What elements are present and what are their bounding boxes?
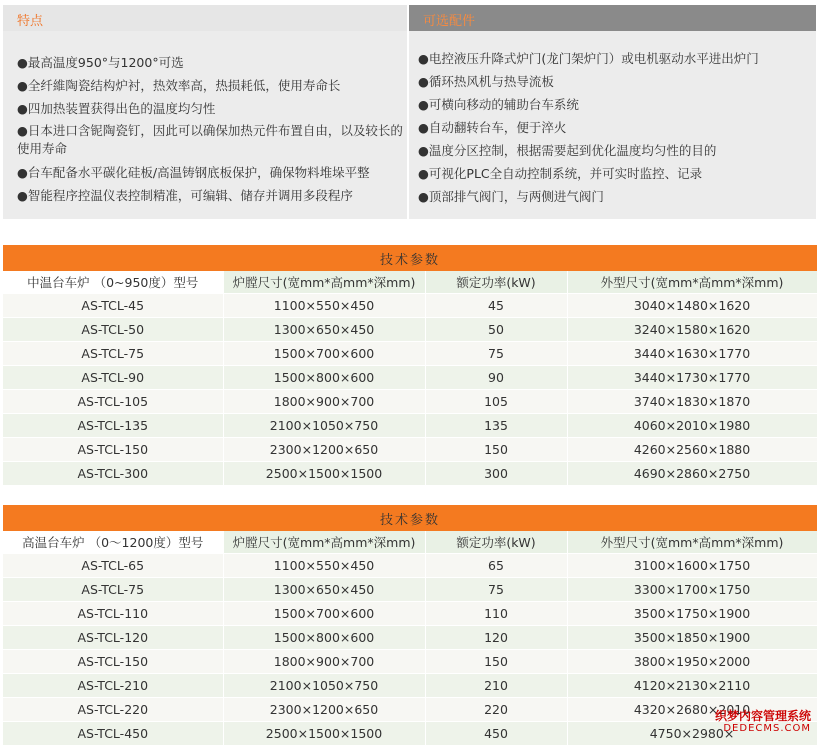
cell-chamber-size: 1500×800×600 [223,366,425,390]
option-item: ●电控液压升降式炉门(龙门架炉门）或电机驱动水平进出炉门 [418,47,808,70]
feature-panels [3,5,816,219]
feature-item: ●最高温度950°与1200°可选 [17,51,407,74]
features-list [17,51,407,207]
cell-power: 50 [425,318,567,342]
cell-outer-size: 3300×1700×1750 [567,578,817,602]
cell-model: AS-TCL-110 [3,602,223,626]
col-header-power: 额定功率(kW) [425,531,567,554]
cell-chamber-size: 2300×1200×650 [223,438,425,462]
features-header [3,5,407,31]
feature-item: ●四加热装置获得出色的温度均匀性 [17,97,407,120]
table-row [3,626,817,650]
cell-model: AS-TCL-50 [3,318,223,342]
table-title: 技术参数 [3,505,817,531]
option-item: ●顶部排气阀门，与两侧进气阀门 [418,185,808,208]
col-header-model: 高温台车炉 （0～1200度）型号 [3,531,223,554]
cell-power: 220 [425,698,567,722]
cell-power: 120 [425,626,567,650]
cell-power: 75 [425,342,567,366]
features-panel [3,5,407,219]
options-panel [409,5,816,219]
col-header-chamber: 炉膛尺寸(宽mm*高mm*深mm) [223,531,425,554]
table-row [3,390,817,414]
watermark-url: DEDECMS.COM [715,723,811,735]
table-title: 技术参数 [3,245,817,271]
cell-model: AS-TCL-210 [3,674,223,698]
table-header-row [3,531,817,554]
cell-power: 90 [425,366,567,390]
table-header-row [3,271,817,294]
cell-power: 75 [425,578,567,602]
table-row [3,674,817,698]
option-item: ●循环热风机与热导流板 [418,70,808,93]
cell-outer-size: 4750×2980× [567,722,817,745]
feature-item: ●台车配备水平碳化硅板/高温铸钢底板保护，确保物料堆垛平整 [17,161,407,184]
table-row [3,438,817,462]
cell-model: AS-TCL-75 [3,578,223,602]
table-row [3,650,817,674]
cell-chamber-size: 2500×1500×1500 [223,462,425,486]
options-title: 可选配件 [423,10,475,29]
cell-model: AS-TCL-65 [3,554,223,578]
cell-power: 105 [425,390,567,414]
cell-chamber-size: 1500×800×600 [223,626,425,650]
cell-chamber-size: 1300×650×450 [223,318,425,342]
cell-model: AS-TCL-150 [3,438,223,462]
cell-chamber-size: 1800×900×700 [223,650,425,674]
cell-outer-size: 3240×1580×1620 [567,318,817,342]
features-title: 特点 [17,10,43,29]
table-row [3,722,817,745]
option-item: ●可横向移动的辅助台车系统 [418,93,808,116]
cell-outer-size: 4060×2010×1980 [567,414,817,438]
option-item: ●可视化PLC全自动控制系统，并可实时监控、记录 [418,162,808,185]
cell-model: AS-TCL-45 [3,294,223,318]
cell-outer-size: 3740×1830×1870 [567,390,817,414]
cell-outer-size: 3800×1950×2000 [567,650,817,674]
cell-model: AS-TCL-450 [3,722,223,745]
cell-chamber-size: 1300×650×450 [223,578,425,602]
cell-power: 450 [425,722,567,745]
table-row [3,318,817,342]
cell-power: 65 [425,554,567,578]
table-row [3,462,817,486]
col-header-outer: 外型尺寸(宽mm*高mm*深mm) [567,271,817,294]
cell-outer-size: 4690×2860×2750 [567,462,817,486]
cell-chamber-size: 2300×1200×650 [223,698,425,722]
cell-outer-size: 4320×2680×2010 [567,698,817,722]
cell-outer-size: 3440×1630×1770 [567,342,817,366]
cell-power: 45 [425,294,567,318]
cell-power: 210 [425,674,567,698]
options-list [418,47,808,208]
cell-chamber-size: 2100×1050×750 [223,414,425,438]
cell-model: AS-TCL-220 [3,698,223,722]
feature-item: ●全纤維陶瓷结构炉衬，热效率高，热损耗低，使用寿命长 [17,74,407,97]
cell-power: 150 [425,650,567,674]
watermark [715,709,811,735]
cell-outer-size: 3040×1480×1620 [567,294,817,318]
col-header-outer: 外型尺寸(宽mm*高mm*深mm) [567,531,817,554]
high-temp-spec-table [3,505,818,745]
cell-outer-size: 3100×1600×1750 [567,554,817,578]
table-row [3,602,817,626]
cell-model: AS-TCL-135 [3,414,223,438]
feature-item: ●日本进口含铌陶瓷钉，因此可以确保加热元件布置自由，以及较长的使用寿命 [17,120,407,161]
cell-power: 150 [425,438,567,462]
table-row [3,342,817,366]
cell-outer-size: 4260×2560×1880 [567,438,817,462]
col-header-chamber: 炉膛尺寸(宽mm*高mm*深mm) [223,271,425,294]
cell-chamber-size: 1800×900×700 [223,390,425,414]
cell-chamber-size: 1500×700×600 [223,342,425,366]
cell-model: AS-TCL-90 [3,366,223,390]
cell-model: AS-TCL-120 [3,626,223,650]
table-row [3,294,817,318]
cell-power: 110 [425,602,567,626]
feature-item: ●智能程序控温仪表控制精准，可编辑、储存并调用多段程序 [17,184,407,207]
watermark-text: 织梦内容管理系统 [715,709,811,723]
cell-chamber-size: 2100×1050×750 [223,674,425,698]
table-row [3,554,817,578]
col-header-model: 中温台车炉 （0~950度）型号 [3,271,223,294]
cell-model: AS-TCL-150 [3,650,223,674]
cell-outer-size: 3500×1750×1900 [567,602,817,626]
cell-chamber-size: 1100×550×450 [223,294,425,318]
cell-outer-size: 3500×1850×1900 [567,626,817,650]
cell-power: 135 [425,414,567,438]
col-header-power: 额定功率(kW) [425,271,567,294]
table-row [3,698,817,722]
cell-outer-size: 3440×1730×1770 [567,366,817,390]
table-row [3,414,817,438]
medium-temp-spec-table [3,245,818,485]
cell-model: AS-TCL-105 [3,390,223,414]
option-item: ●自动翻转台车，便于淬火 [418,116,808,139]
cell-chamber-size: 1500×700×600 [223,602,425,626]
options-header [409,5,816,31]
option-item: ●温度分区控制，根据需要起到优化温度均匀性的目的 [418,139,808,162]
cell-power: 300 [425,462,567,486]
table-row [3,366,817,390]
cell-outer-size: 4120×2130×2110 [567,674,817,698]
table-row [3,578,817,602]
cell-chamber-size: 1100×550×450 [223,554,425,578]
cell-model: AS-TCL-75 [3,342,223,366]
cell-model: AS-TCL-300 [3,462,223,486]
cell-chamber-size: 2500×1500×1500 [223,722,425,745]
